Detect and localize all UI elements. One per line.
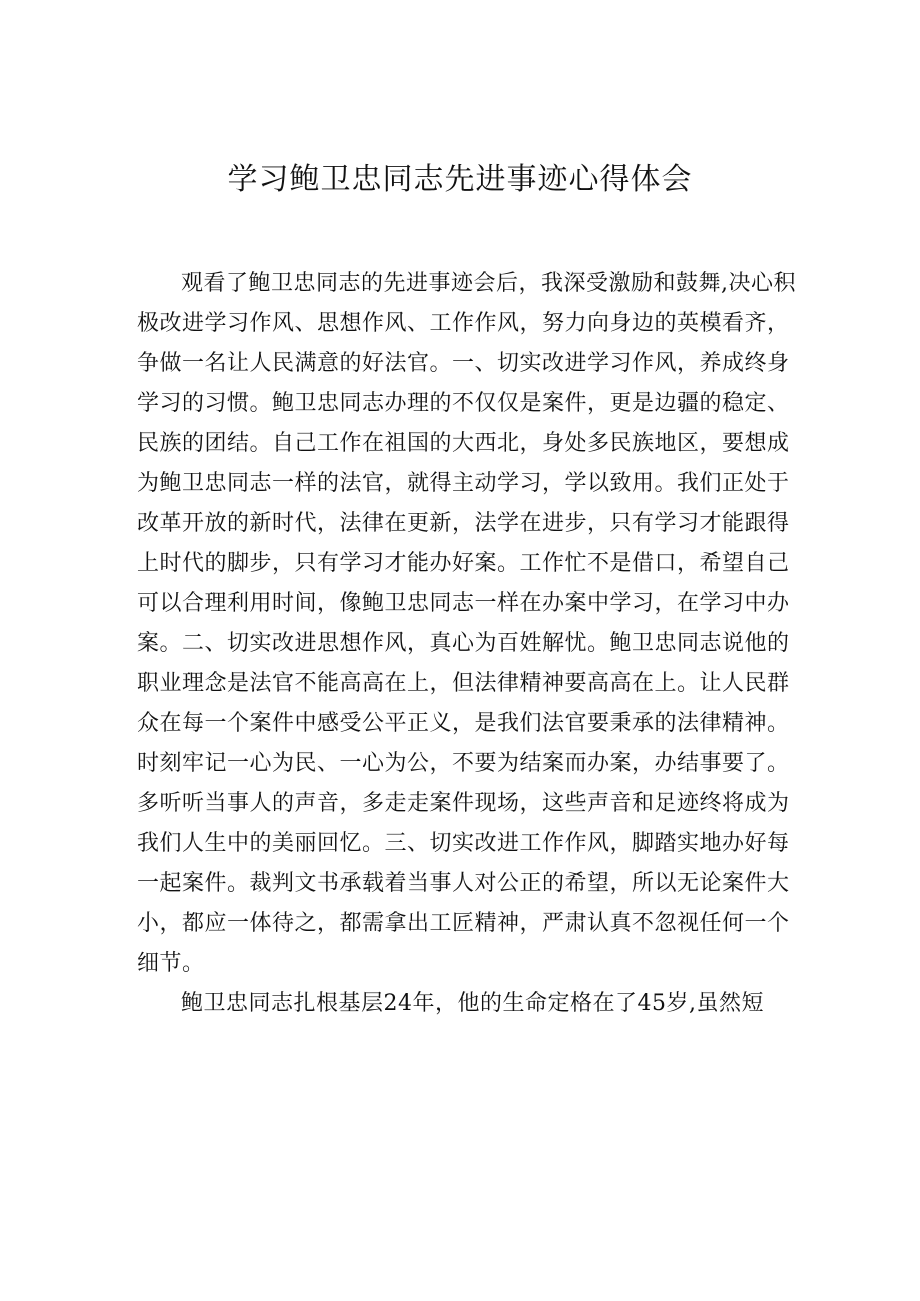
paragraph-2: 鲍卫忠同志扎根基层24年，他的生命定格在了45岁,虽然短	[181, 991, 764, 1016]
paragraph-1: 观看了鲍卫忠同志的先进事迹会后，我深受激励和鼓舞,决心积极改进学习作风、思想作风、工作作风，努力向身边的英模看齐，争做一名让人民满意的好法官。一、切实改进学习作风，养成终身学习的习惯。鲍卫忠同志办理的不仅仅是案件，更是边疆的稳定、民族的团结。自己工作在祖国的大西北，身处多民族地区，要想成为鲍卫忠同志一样的法官，就得主动学习，学以致用。我们正处于改革开放的新时代，法律在更新，法学在进步，只有学习才能跟得上时代的脚步，只有学习才能办好案。工作忙不是借口，希望自己可以合理利用时间，像鲍卫忠同志一样在办案中学习，在学习中办案。二、切实改进思想作风，真心为百姓解忧。鲍卫忠同志说他的职业理念是法官不能高高在上，但法律精神要高高在上。让人民群众在每一个案件中感受公平正义，是我们法官要秉承的法律精神。时刻牢记一心为民、一心为公，不要为结案而办案，办结事要了。多听听当事人的声音，多走走案件现场，这些声音和足迹终将成为我们人生中的美丽回忆。三、切实改进工作作风，脚踏实地办好每一起案件。裁判文书承载着当事人对公正的希望，所以无论案件大小，都应一体待之，都需拿出工匠精神，严肃认真不忽视任何一个细节。	[137, 271, 796, 976]
document-body	[137, 264, 797, 1024]
document-title: 学习鲍卫忠同志先进事迹心得体会	[227, 162, 693, 197]
